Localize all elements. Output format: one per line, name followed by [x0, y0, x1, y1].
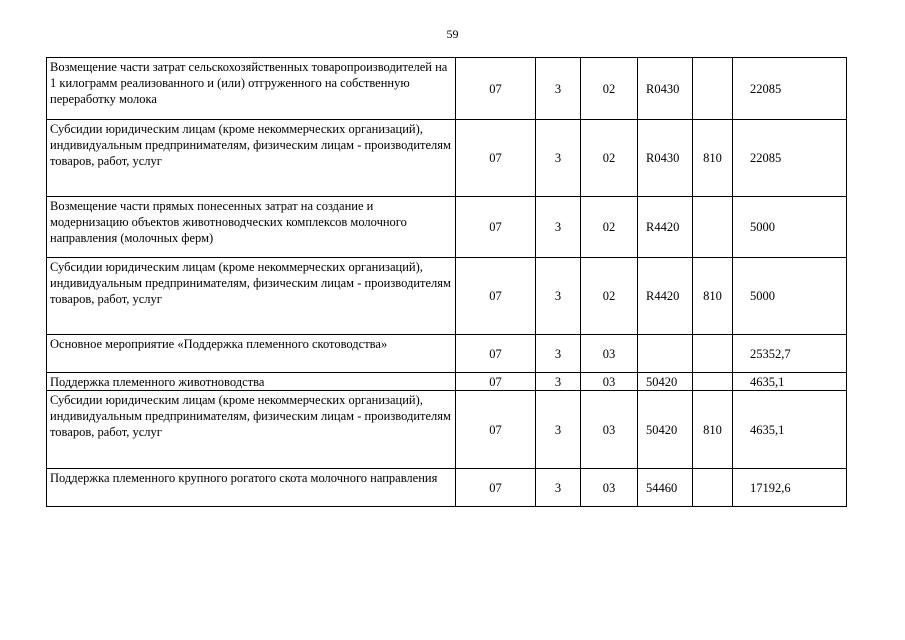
section-code: 07	[456, 469, 536, 507]
table-row	[47, 373, 847, 391]
amount-value: 5000	[733, 258, 847, 335]
section-code: 07	[456, 258, 536, 335]
target-article-code: 54460	[638, 469, 693, 507]
target-article-code: 50420	[638, 391, 693, 469]
row-name: Субсидии юридическим лицам (кроме некоммерческих организаций), индивидуальным предпринимателям, физическим лицам - производителям товаров, работ, услуг	[47, 120, 456, 197]
program-code: 3	[536, 373, 581, 391]
target-article-code: R4420	[638, 258, 693, 335]
subprogram-code: 03	[581, 469, 638, 507]
row-name: Субсидии юридическим лицам (кроме некоммерческих организаций), индивидуальным предпринимателям, физическим лицам - производителям товаров, работ, услуг	[47, 258, 456, 335]
table-row	[47, 469, 847, 507]
target-article-code	[638, 335, 693, 373]
program-code: 3	[536, 258, 581, 335]
table-row	[47, 197, 847, 258]
amount-value: 4635,1	[733, 373, 847, 391]
program-code: 3	[536, 335, 581, 373]
expense-type-code: 810	[693, 120, 733, 197]
section-code: 07	[456, 373, 536, 391]
row-name: Возмещение части прямых понесенных затрат на создание и модернизацию объектов животноводческих комплексов молочного направления (молочных ферм)	[47, 197, 456, 258]
target-article-code: R0430	[638, 120, 693, 197]
amount-value: 4635,1	[733, 391, 847, 469]
row-name: Поддержка племенного животноводства	[47, 373, 456, 391]
target-article-code: R0430	[638, 58, 693, 120]
amount-value: 17192,6	[733, 469, 847, 507]
expense-type-code	[693, 373, 733, 391]
section-code: 07	[456, 391, 536, 469]
program-code: 3	[536, 197, 581, 258]
expense-type-code: 810	[693, 258, 733, 335]
subprogram-code: 03	[581, 335, 638, 373]
subprogram-code: 02	[581, 197, 638, 258]
expense-type-code	[693, 197, 733, 258]
table-row	[47, 258, 847, 335]
amount-value: 5000	[733, 197, 847, 258]
table-row	[47, 58, 847, 120]
expense-type-code	[693, 469, 733, 507]
program-code: 3	[536, 391, 581, 469]
subprogram-code: 03	[581, 373, 638, 391]
table-row	[47, 391, 847, 469]
section-code: 07	[456, 197, 536, 258]
table-row	[47, 335, 847, 373]
section-code: 07	[456, 120, 536, 197]
row-name: Поддержка племенного крупного рогатого скота молочного направления	[47, 469, 456, 507]
expense-type-code	[693, 335, 733, 373]
subprogram-code: 02	[581, 258, 638, 335]
subprogram-code: 02	[581, 58, 638, 120]
row-name: Основное мероприятие «Поддержка племенного скотоводства»	[47, 335, 456, 373]
subprogram-code: 03	[581, 391, 638, 469]
amount-value: 22085	[733, 120, 847, 197]
section-code: 07	[456, 58, 536, 120]
row-name: Возмещение части затрат сельскохозяйственных товаропроизводителей на 1 килограмм реализованного и (или) отгруженного на собственную переработку молока	[47, 58, 456, 120]
expense-type-code: 810	[693, 391, 733, 469]
table-row	[47, 120, 847, 197]
program-code: 3	[536, 469, 581, 507]
target-article-code: 50420	[638, 373, 693, 391]
expense-type-code	[693, 58, 733, 120]
program-code: 3	[536, 58, 581, 120]
amount-value: 22085	[733, 58, 847, 120]
program-code: 3	[536, 120, 581, 197]
target-article-code: R4420	[638, 197, 693, 258]
budget-table	[46, 57, 847, 507]
section-code: 07	[456, 335, 536, 373]
row-name: Субсидии юридическим лицам (кроме некоммерческих организаций), индивидуальным предпринимателям, физическим лицам - производителям товаров, работ, услуг	[47, 391, 456, 469]
page-number: 59	[446, 27, 459, 41]
amount-value: 25352,7	[733, 335, 847, 373]
subprogram-code: 02	[581, 120, 638, 197]
